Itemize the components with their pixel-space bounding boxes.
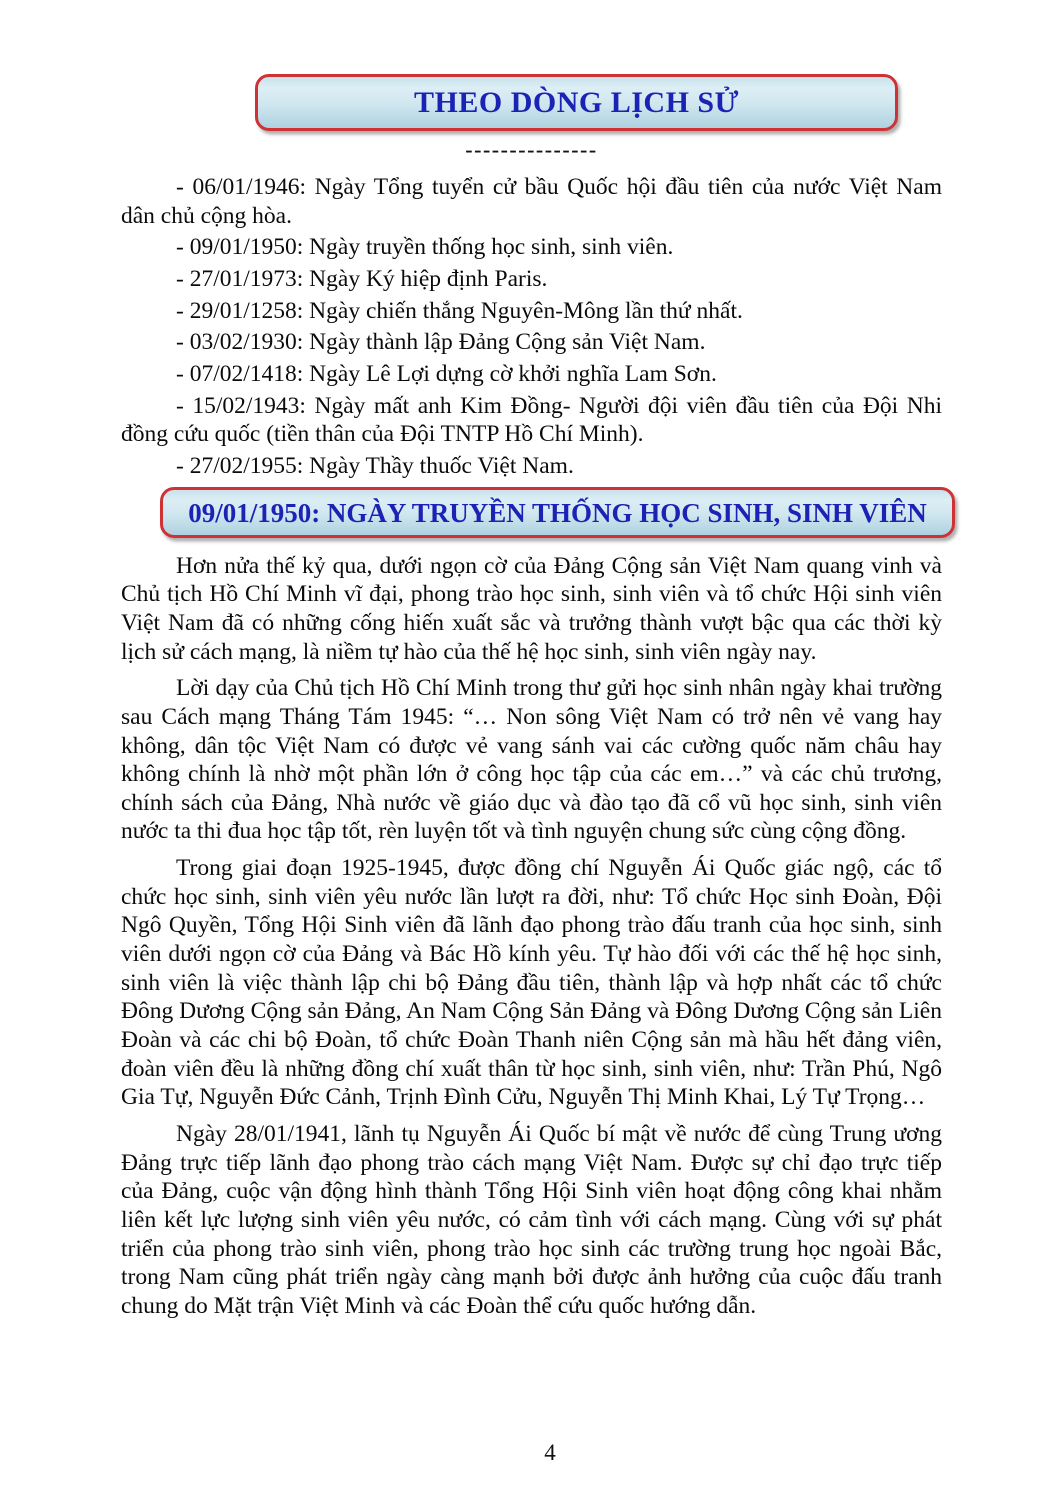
history-date-item: - 09/01/1950: Ngày truyền thống học sinh, sinh viên. <box>176 234 674 261</box>
main-title: THEO DÒNG LỊCH SỬ <box>414 86 739 119</box>
history-date-item: - 29/01/1258: Ngày chiến thắng Nguyên-Mông lần thứ nhất. <box>176 297 743 324</box>
history-date-item: - 07/02/1418: Ngày Lê Lợi dựng cờ khởi nghĩa Lam Sơn. <box>176 360 717 387</box>
article-body <box>121 552 942 1321</box>
history-date-item: - 15/02/1943: Ngày mất anh Kim Đồng- Người đội viên đầu tiên của Đội Nhi đồng cứu quốc (tiền thân của Đội TNTP Hồ Chí Minh). <box>121 392 942 448</box>
section-title-box <box>160 487 955 538</box>
article-paragraph: Lời dạy của Chủ tịch Hồ Chí Minh trong thư gửi học sinh nhân ngày khai trường sau Cách mạng Tháng Tám 1945: “… Non sông Việt Nam có trở nên vẻ vang hay không, dân tộc Việt Nam có được vẻ vang sánh vai các cường quốc năm châu hay không chính là nhờ một phần lớn ở công học tập của các em…” và các chủ trương, chính sách của Đảng, Nhà nước về giáo dục và đào tạo đã cổ vũ học sinh, sinh viên nước ta thi đua học tập tốt, rèn luyện tốt và tình nguyện chung sức cùng cộng đồng. <box>121 675 942 845</box>
section-title: 09/01/1950: NGÀY TRUYỀN THỐNG HỌC SINH, SINH VIÊN <box>188 497 927 528</box>
history-date-item: - 27/02/1955: Ngày Thầy thuốc Việt Nam. <box>176 452 574 479</box>
history-date-item: - 03/02/1930: Ngày thành lập Đảng Cộng sản Việt Nam. <box>176 329 706 356</box>
history-date-item: - 27/01/1973: Ngày Ký hiệp định Paris. <box>176 265 548 292</box>
article-paragraph: Hơn nửa thế kỷ qua, dưới ngọn cờ của Đảng Cộng sản Việt Nam quang vinh và Chủ tịch Hồ Chí Minh vĩ đại, phong trào học sinh, sinh viên và tổ chức Hội sinh viên Việt Nam đã có những cống hiến xuất sắc và trưởng thành vượt bậc qua các thời kỳ lịch sử cách mạng, là niềm tự hào của thế hệ học sinh, sinh viên ngày nay. <box>121 552 942 665</box>
page-number: 4 <box>544 1440 556 1465</box>
article-paragraph: Trong giai đoạn 1925-1945, được đồng chí Nguyễn Ái Quốc giác ngộ, các tổ chức học sinh, sinh viên yêu nước lần lượt ra đời, như: Tổ chức Học sinh Đoàn, Đội Ngô Quyền, Tổng Hội Sinh viên đã lãnh đạo phong trào đấu tranh của học sinh, sinh viên dưới ngọn cờ của Đảng và Bác Hồ kính yêu. Tự hào đối với các thế hệ học sinh, sinh viên là việc thành lập chi bộ Đảng đầu tiên, thành lập và hợp nhất các tổ chức Đông Dương Cộng sản Đảng, An Nam Cộng Sản Đảng và Đông Dương Cộng sản Liên Đoàn và các chi bộ Đoàn, tổ chức Đoàn Thanh niên Cộng sản mà hầu hết đảng viên, đoàn viên đều là những đồng chí xuất thân từ học sinh, sinh viên, như: Trần Phú, Ngô Gia Tự, Nguyễn Đức Cảnh, Trịnh Đình Cửu, Nguyễn Thị Minh Khai, Lý Tự Trọng… <box>121 855 942 1111</box>
divider-dashes: --------------- <box>465 137 598 162</box>
article-paragraph: Ngày 28/01/1941, lãnh tụ Nguyễn Ái Quốc bí mật về nước để cùng Trung ương Đảng trực tiếp lãnh đạo phong trào cách mạng Việt Nam. Được sự chỉ đạo trực tiếp của Đảng, cuộc vận động hình thành Tổng Hội Sinh viên hoạt động công khai nhằm liên kết lực lượng sinh viên yêu nước, có cảm tình với cách mạng. Cùng với sự phát triển của phong trào sinh viên, phong trào học sinh các trường trung học ngoài Bắc, trong Nam cũng phát triển ngày càng mạnh bởi được ảnh hưởng của cuộc đấu tranh chung do Mặt trận Việt Minh và các Đoàn thể cứu quốc hướng dẫn. <box>121 1121 942 1319</box>
history-dates-list <box>121 173 942 481</box>
main-title-box <box>255 74 898 131</box>
history-date-item: - 06/01/1946: Ngày Tổng tuyển cử bầu Quốc hội đầu tiên của nước Việt Nam dân chủ cộng hòa. <box>121 174 942 229</box>
